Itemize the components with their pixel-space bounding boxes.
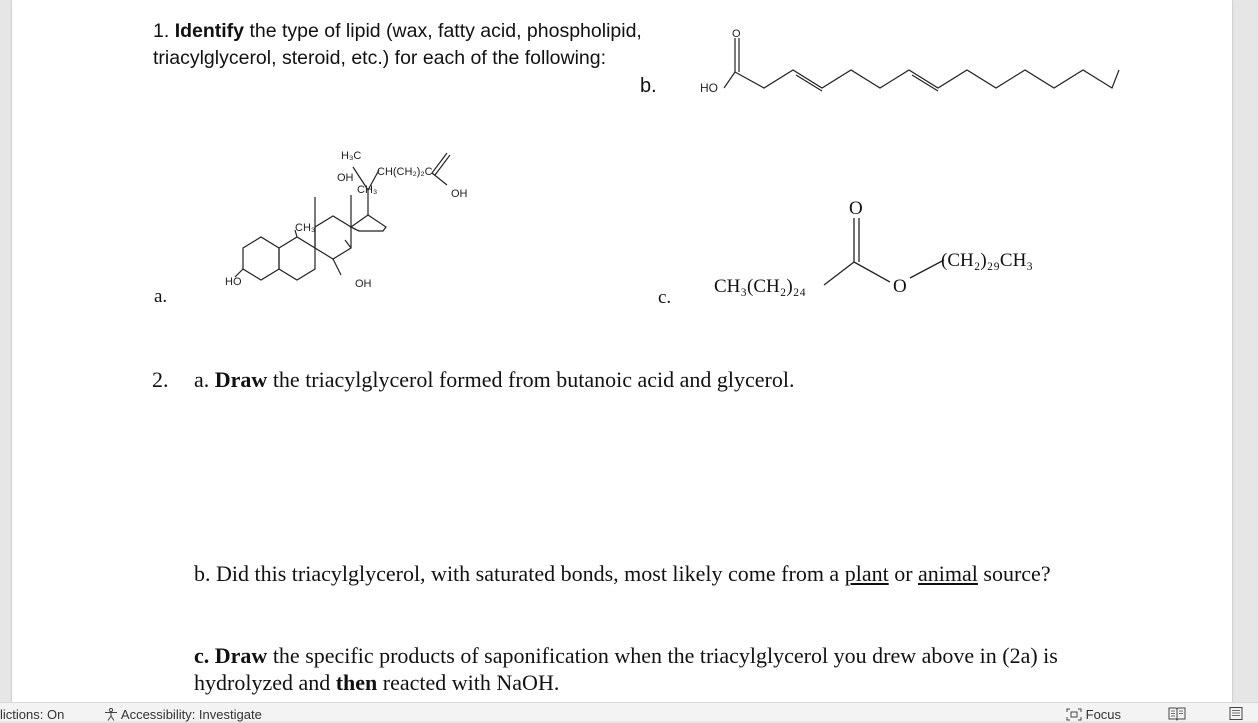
q2c-body-2: reacted with NaOH.	[377, 670, 559, 695]
q2c-text	[194, 642, 1094, 696]
struct-a-ch3-lower: CH₃	[295, 222, 315, 234]
q2b-plant: plant	[845, 561, 889, 586]
struct-b-o: O	[732, 28, 741, 40]
q2a-body: the triacylglycerol formed from butanoic acid and glycerol.	[267, 367, 794, 392]
accessibility-icon	[104, 708, 118, 721]
read-mode-button[interactable]	[1168, 707, 1186, 723]
q2b-body-1: b. Did this triacylglycerol, with saturated bonds, most likely come from a	[194, 561, 845, 586]
focus-icon	[1066, 708, 1082, 721]
q1-body: the type of lipid (wax, fatty acid, phospholipid, triacylglycerol, steroid, etc.) for each of the following:	[153, 20, 642, 69]
q2c-body-1: the specific products of saponification when the triacylglycerol you drew above in (2a) is hydrolyzed and	[194, 643, 1058, 695]
struct-c-right-chain: (CH₂)₂₉CH₃	[941, 250, 1033, 271]
struct-a-ch3-upper: CH₃	[357, 184, 377, 196]
status-bar	[0, 702, 1258, 721]
q2c-bold-draw: c. Draw	[194, 643, 267, 668]
label-a: a.	[154, 286, 167, 308]
label-c: c.	[658, 287, 671, 309]
text-predictions-status[interactable]: lictions: On	[0, 707, 64, 722]
struct-a-oh-top: OH	[337, 172, 354, 184]
q2a-text	[194, 366, 795, 393]
print-layout-icon	[1228, 707, 1244, 720]
struct-a-chain: CH(CH₂)₂C	[377, 166, 433, 178]
document-page[interactable]	[12, 0, 1232, 702]
q2-number: 2.	[152, 366, 169, 393]
q2a-prefix: a.	[194, 367, 215, 392]
struct-c-left-chain: CH₃(CH₂)₂₄	[714, 276, 806, 297]
structure-a-steroid	[207, 135, 477, 295]
q2b-or: or	[889, 561, 918, 586]
struct-a-oh-bottom: OH	[355, 278, 372, 290]
q2b-text	[194, 560, 1094, 587]
read-mode-icon	[1168, 707, 1186, 720]
accessibility-label: Accessibility: Investigate	[121, 707, 262, 722]
q2c-then: then	[336, 670, 378, 695]
structure-b-fatty-acid	[672, 20, 1132, 100]
q1-bold-identify: Identify	[175, 20, 244, 42]
q1-number: 1.	[153, 20, 169, 42]
struct-b-ho: HO	[700, 81, 718, 95]
structure-c-wax	[712, 190, 1072, 300]
struct-a-h3c: H₃C	[341, 150, 361, 162]
struct-a-ho: HO	[225, 276, 242, 288]
focus-label: Focus	[1086, 707, 1121, 722]
struct-c-o-ester: O	[893, 276, 907, 297]
label-b: b.	[640, 75, 657, 98]
question-1-text	[153, 18, 653, 72]
q2a-bold-draw: Draw	[215, 367, 268, 392]
print-layout-button[interactable]	[1228, 707, 1244, 723]
q2b-animal: animal	[918, 561, 978, 586]
struct-c-o-carbonyl: O	[849, 198, 863, 219]
q2b-body-2: source?	[978, 561, 1051, 586]
struct-a-oh-acid: OH	[451, 188, 468, 200]
